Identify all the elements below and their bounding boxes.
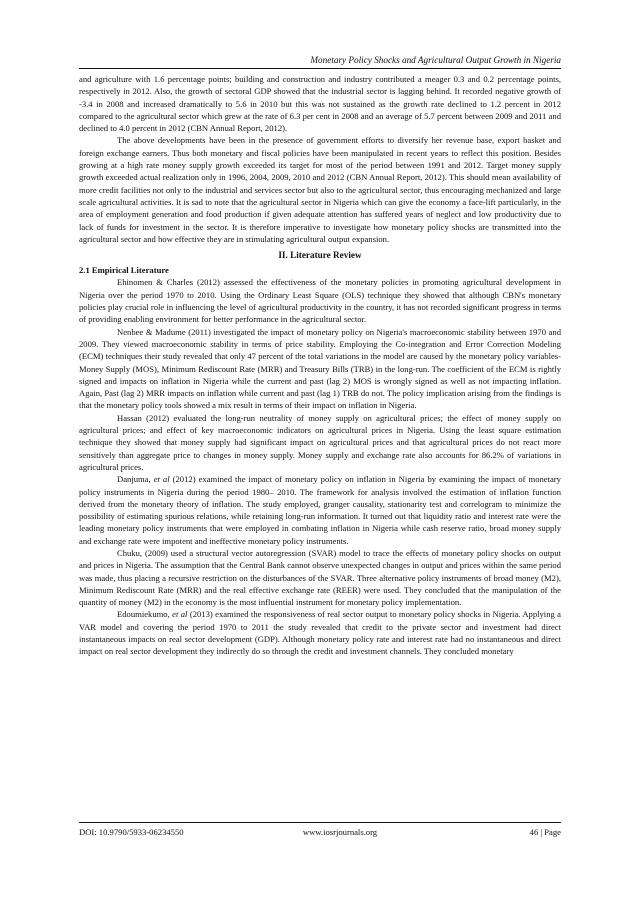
footer-rule: [79, 822, 561, 823]
citation-etal: et al: [153, 474, 170, 485]
citation-author: Edoumiekumo,: [117, 609, 173, 620]
section-heading: II. Literature Review: [278, 250, 362, 261]
paragraph-danjuma: [79, 473, 561, 547]
paragraph-text: (2012) examined the impact of monetary policy on inflation in Nigeria by examining the impact of monetary policy instruments in Nigeria during the period 1980– 2010. The framework for analysis involved the estimation of inflation function derived from the monetary theory of inflation. The study employed, granger causality, stationarity test and correlogram to minimize the possibility of estimating spurious relations, while retaining long-run information. It turned out that liquidity ratio and interest rate were the leading monetary policy instruments that were employed in combating inflation in Nigeria while cash reserve ratio, broad money supply and exchange rate were impotent and ineffective monetary policy instruments.: [79, 474, 561, 546]
footer-row: [79, 826, 561, 838]
paragraph-hassan: Hassan (2012) evaluated the long-run neutrality of money supply on agricultural prices; the effect of money supply on agricultural prices; and effect of key macroeconomic indicators on agricultural prices in Nigeria. Using the least square estimation technique they showed that money supply had significant impact on agricultural prices and that agricultural prices do not react more sensitively than aggregate price to changes in money supply. Money supply and exchange rate also accounts for 86.2% of variations in agricultural prices.: [79, 412, 561, 472]
page-content: [79, 54, 561, 844]
paragraph-text: (2013) examined the responsiveness of real sector output to monetary policy shocks in Nigeria. Applying a VAR model and covering the period 1970 to 2011 the study revealed that credit to the private sector and investment had direct instantaneous impacts on real sector development (GDP). Although monetary policy rate and interest rate had no instantaneous and direct impact on real sector development they indirectly do so through the credit and investment channels. They concluded monetary: [79, 609, 561, 657]
header-rule: [79, 68, 561, 69]
footer-website-link[interactable]: www.iosrjournals.org: [302, 827, 378, 837]
running-header: Monetary Policy Shocks and Agricultural Output Growth in Nigeria: [310, 55, 561, 65]
footer-page-number: 46 | Page: [529, 827, 561, 837]
paragraph-edoumiekumo: [79, 608, 561, 657]
paragraph-continuation: and agriculture with 1.6 percentage points; building and construction and industry contributed a meager 0.3 and 0.2 percentage points, respectively in 2012. Also, the growth of sectoral GDP showed that the industrial sector is lagging behind. It recorded negative growth of -3.4 in 2008 and increased dramatically to 5.6 in 2010 but this was not sustained as the growth rate declined to 1.2 percent in 2012 compared to the agricultural sector which grew at the rate of 6.3 per cent in 2008 and an average of 5.7 percent between 2009 and 2011 and declined to 4.0 percent in 2012 (CBN Annual Report, 2012).: [79, 74, 561, 134]
citation-author: Danjuma,: [117, 474, 154, 485]
footer-doi: DOI: 10.9790/5933-06234550: [79, 827, 184, 837]
paragraph-chuku: Chuku, (2009) used a structural vector autoregression (SVAR) model to trace the effects of monetary policy shocks on output and prices in Nigeria. The assumption that the Central Bank cannot observe unexpected changes in output and prices within the same period was made, thus placing a recursive restriction on the disturbances of the SVAR. Three alternative policy instruments of broad money (M2), Minimum Rediscount Rate (MRR) and the real effective exchange rate (REER) were used. They concluded that the manipulation of the quantity of money (M2) in the economy is the most influential instrument for monetary policy implementation.: [79, 547, 561, 608]
paragraph-developments: The above developments have been in the presence of government efforts to diversify her revenue base, export basket and foreign exchange earners. Thus both monetary and fiscal policies have been manipulated in recent years to reflect this position. Besides growing at a high rate money supply growth exceeded its target for most of the period between 1991 and 2012. Target money supply growth exceeded actual realization only in 1996, 2004, 2009, 2010 and 2012 (CBN Annual Report, 2012). This should mean availability of more credit facilities not only to the industrial and services sector but also to the agricultural sector, thus encouraging mechanized and large scale agricultural activities. It is sad to note that the agricultural sector in Nigeria which can give the economy a face-lift particularly, in the area of employment generation and food production if given adequate attention has suffered years of neglect and low productivity due to lack of funds for investment in the sector. It is therefore imperative to investigate how monetary policy shocks are transmitted into the agricultural sector and how effective they are in stimulating agricultural output expansion.: [79, 135, 561, 244]
subsection-heading: 2.1 Empirical Literature: [79, 265, 169, 276]
citation-etal: et al: [172, 609, 188, 620]
page-footer: [79, 822, 561, 838]
paragraph-ehinomen: Ehinomen & Charles (2012) assessed the effectiveness of the monetary policies in promoting agricultural development in Nigeria over the period 1970 to 2010. Using the Ordinary Least Square (OLS) technique they showed that although CBN's monetary policies play crucial role in influencing the level of agricultural productivity in the country, it has not recorded significant progress in terms of providing enabling environment for better performance in the agricultural sector.: [79, 277, 561, 325]
paragraph-nenbee: Nenbee & Madume (2011) investigated the impact of monetary policy on Nigeria's macroeconomic stability between 1970 and 2009. They viewed macroeconomic stability in terms of price stability. Employing the Co-integration and Error Correction Modeling (ECM) techniques their study revealed that only 47 percent of the total variations in the model are caused by the monetary policy variables-Money Supply (MOS), Minimum Rediscount Rate (MRR) and Treasury Bills (TRB) in the long-run. The coefficient of the ECM is rightly signed and impacts on inflation in Nigeria while the current and past (lag 2) MOS is wrongly signed as well as not impacting inflation. Again, Past (lag 2) MRR impacts on inflation while current and past (lag 1) TRB do not. The policy implication arising from the findings is that the monetary policy tools showed a mix result in terms of their impact on inflation in Nigeria.: [79, 326, 561, 411]
